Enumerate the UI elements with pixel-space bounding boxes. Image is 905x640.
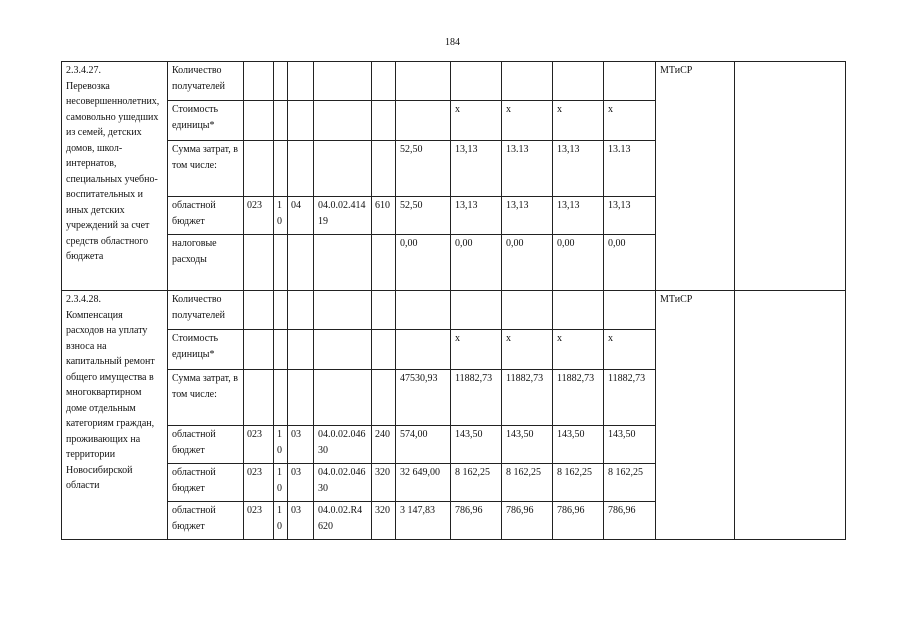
year4-amount-cell: х (604, 101, 656, 141)
subsection-code-cell (288, 235, 314, 291)
year1-amount-cell: х (451, 101, 502, 141)
grbs-cell (244, 291, 274, 330)
year3-amount-cell: х (553, 330, 604, 370)
expense-type-cell: 610 (372, 197, 396, 235)
expense-type-cell (372, 235, 396, 291)
row-label: областной бюджет (168, 502, 244, 540)
year4-amount-cell: 0,00 (604, 235, 656, 291)
target-article-cell (314, 101, 372, 141)
year3-amount-cell: 13,13 (553, 141, 604, 197)
year4-amount-cell: 13.13 (604, 141, 656, 197)
year2-amount-cell: 11882,73 (502, 370, 553, 426)
year2-amount-cell (502, 291, 553, 330)
subsection-code-cell (288, 141, 314, 197)
grbs-cell (244, 62, 274, 101)
measure-title-cell (62, 291, 168, 540)
row-label: Количество получателей (168, 291, 244, 330)
year1-amount-cell: 11882,73 (451, 370, 502, 426)
year4-amount-cell: 13,13 (604, 197, 656, 235)
year2-amount-cell: х (502, 101, 553, 141)
row-label: областной бюджет (168, 464, 244, 502)
target-article-cell (314, 370, 372, 426)
row-label: областной бюджет (168, 197, 244, 235)
row-label: областной бюджет (168, 426, 244, 464)
grbs-cell (244, 330, 274, 370)
grbs-cell: 023 (244, 464, 274, 502)
target-article-cell (314, 62, 372, 101)
table-body (62, 62, 846, 540)
result-cell (735, 291, 846, 540)
target-article-cell (314, 330, 372, 370)
target-article-cell: 04.0.02.R4620 (314, 502, 372, 540)
year2-amount-cell: 13.13 (502, 141, 553, 197)
year1-amount-cell: 786,96 (451, 502, 502, 540)
year3-amount-cell: 13,13 (553, 197, 604, 235)
subsection-code-cell (288, 330, 314, 370)
year2-amount-cell: х (502, 330, 553, 370)
subsection-code-cell: 03 (288, 464, 314, 502)
section-code-cell (274, 235, 288, 291)
expense-type-cell (372, 62, 396, 101)
subsection-code-cell (288, 101, 314, 141)
total-amount-cell: 52,50 (396, 197, 451, 235)
year3-amount-cell: х (553, 101, 604, 141)
section-code-cell (274, 291, 288, 330)
year4-amount-cell (604, 291, 656, 330)
executor-cell: МТиСР (656, 62, 735, 291)
year2-amount-cell: 8 162,25 (502, 464, 553, 502)
year3-amount-cell: 8 162,25 (553, 464, 604, 502)
year1-amount-cell: 8 162,25 (451, 464, 502, 502)
year3-amount-cell: 786,96 (553, 502, 604, 540)
target-article-cell: 04.0.02.41419 (314, 197, 372, 235)
section-code-cell (274, 62, 288, 101)
total-amount-cell: 574,00 (396, 426, 451, 464)
section-code-cell: 10 (274, 502, 288, 540)
total-amount-cell: 3 147,83 (396, 502, 451, 540)
section-code-cell: 10 (274, 197, 288, 235)
year4-amount-cell: 786,96 (604, 502, 656, 540)
measure-code: 2.3.4.28. (66, 294, 101, 305)
result-cell (735, 62, 846, 291)
total-amount-cell: 52,50 (396, 141, 451, 197)
expense-type-cell (372, 141, 396, 197)
grbs-cell: 023 (244, 502, 274, 540)
grbs-cell: 023 (244, 426, 274, 464)
year3-amount-cell: 143,50 (553, 426, 604, 464)
target-article-cell (314, 141, 372, 197)
table-row (62, 291, 846, 330)
year1-amount-cell: 13,13 (451, 141, 502, 197)
year1-amount-cell: 13,13 (451, 197, 502, 235)
expense-type-cell: 320 (372, 502, 396, 540)
subsection-code-cell (288, 291, 314, 330)
year2-amount-cell: 13,13 (502, 197, 553, 235)
subsection-code-cell: 03 (288, 426, 314, 464)
year2-amount-cell: 786,96 (502, 502, 553, 540)
row-label: Стоимость единицы* (168, 330, 244, 370)
measure-code: 2.3.4.27. (66, 65, 101, 76)
expense-type-cell (372, 370, 396, 426)
measure-title: Компенсация расходов на уплату взноса на капитальный ремонт общего имущества в многоквартирном доме отдельным категориям граждан, проживающих на территории Новосибирской области (66, 309, 155, 491)
year1-amount-cell: 0,00 (451, 235, 502, 291)
year3-amount-cell (553, 291, 604, 330)
section-code-cell: 10 (274, 464, 288, 502)
target-article-cell: 04.0.02.04630 (314, 464, 372, 502)
year3-amount-cell (553, 62, 604, 101)
year1-amount-cell (451, 62, 502, 101)
subsection-code-cell: 04 (288, 197, 314, 235)
year1-amount-cell: х (451, 330, 502, 370)
grbs-cell (244, 370, 274, 426)
program-table (61, 61, 846, 540)
subsection-code-cell (288, 62, 314, 101)
subsection-code-cell: 03 (288, 502, 314, 540)
total-amount-cell: 47530,93 (396, 370, 451, 426)
expense-type-cell (372, 291, 396, 330)
page-number: 184 (445, 37, 460, 48)
total-amount-cell (396, 101, 451, 141)
section-code-cell (274, 101, 288, 141)
year3-amount-cell: 0,00 (553, 235, 604, 291)
row-label: налоговые расходы (168, 235, 244, 291)
section-code-cell (274, 370, 288, 426)
expense-type-cell (372, 101, 396, 141)
year2-amount-cell: 143,50 (502, 426, 553, 464)
total-amount-cell (396, 62, 451, 101)
executor-cell: МТиСР (656, 291, 735, 540)
row-label: Стоимость единицы* (168, 101, 244, 141)
measure-title: Перевозка несовершеннолетних, самовольно ушедших из семей, детских домов, школ-интернатов, специальных учебно-воспитательных и иных детских учреждений за счет средств областного бюджета (66, 80, 160, 262)
row-label: Количество получателей (168, 62, 244, 101)
total-amount-cell (396, 291, 451, 330)
grbs-cell: 023 (244, 197, 274, 235)
year1-amount-cell: 143,50 (451, 426, 502, 464)
year1-amount-cell (451, 291, 502, 330)
table-row (62, 62, 846, 101)
section-code-cell (274, 330, 288, 370)
year2-amount-cell (502, 62, 553, 101)
grbs-cell (244, 101, 274, 141)
section-code-cell (274, 141, 288, 197)
target-article-cell (314, 235, 372, 291)
row-label: Сумма затрат, в том числе: (168, 141, 244, 197)
year4-amount-cell (604, 62, 656, 101)
year4-amount-cell: 8 162,25 (604, 464, 656, 502)
expense-type-cell: 240 (372, 426, 396, 464)
section-code-cell: 10 (274, 426, 288, 464)
total-amount-cell: 0,00 (396, 235, 451, 291)
year4-amount-cell: 11882,73 (604, 370, 656, 426)
expense-type-cell: 320 (372, 464, 396, 502)
year2-amount-cell: 0,00 (502, 235, 553, 291)
target-article-cell: 04.0.02.04630 (314, 426, 372, 464)
subsection-code-cell (288, 370, 314, 426)
target-article-cell (314, 291, 372, 330)
grbs-cell (244, 141, 274, 197)
year3-amount-cell: 11882,73 (553, 370, 604, 426)
year4-amount-cell: х (604, 330, 656, 370)
year4-amount-cell: 143,50 (604, 426, 656, 464)
row-label: Сумма затрат, в том числе: (168, 370, 244, 426)
total-amount-cell: 32 649,00 (396, 464, 451, 502)
total-amount-cell (396, 330, 451, 370)
grbs-cell (244, 235, 274, 291)
measure-title-cell (62, 62, 168, 291)
expense-type-cell (372, 330, 396, 370)
